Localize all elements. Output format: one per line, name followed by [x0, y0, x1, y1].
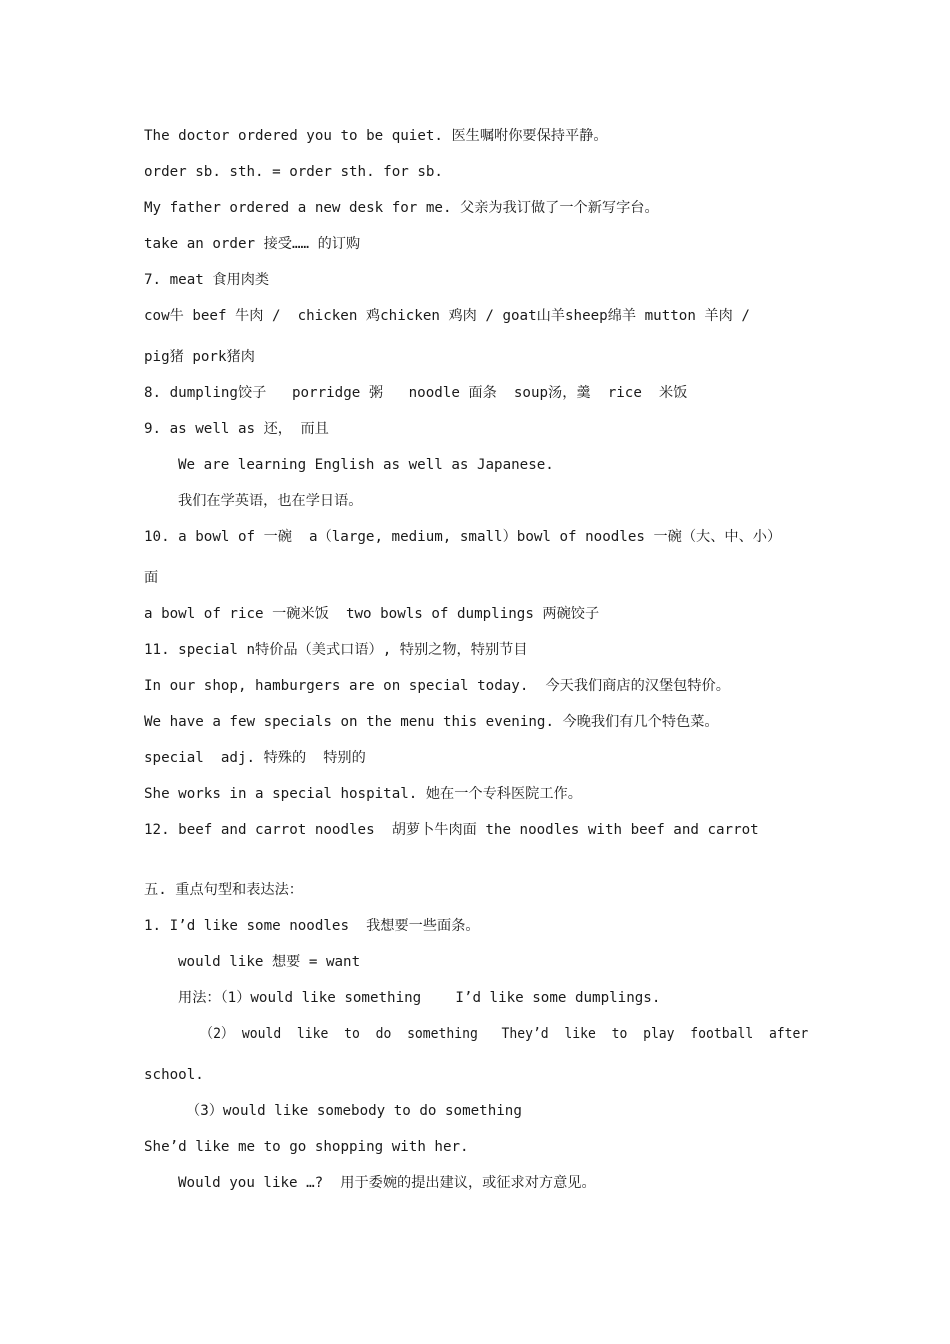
section-heading: 五. 重点句型和表达法：	[144, 882, 303, 898]
text-line: order sb. sth. = order sth. for sb.	[144, 164, 443, 180]
example-sentence: We are learning English as well as Japanese.	[178, 457, 554, 473]
text-line: In our shop, hamburgers are on special today. 今天我们商店的汉堡包特价。	[144, 678, 730, 694]
example-translation: 我们在学英语，也在学日语。	[178, 493, 363, 509]
list-item: 11. special n特价品（美式口语）, 特别之物，特别节目	[144, 642, 528, 658]
text-line: 面	[144, 570, 159, 586]
text-line: cow牛 beef 牛肉 / chicken 鸡chicken 鸡肉 / goat山羊sheep绵羊 mutton 羊肉 /	[144, 308, 750, 324]
text-line: Would you like …? 用于委婉的提出建议，或征求对方意见。	[178, 1175, 596, 1191]
text-line: take an order 接受…… 的订购	[144, 236, 361, 252]
list-item: 9. as well as 还， 而且	[144, 421, 329, 437]
list-item: 7. meat 食用肉类	[144, 272, 270, 288]
text-line: My father ordered a new desk for me. 父亲为我订做了一个新写字台。	[144, 200, 659, 216]
text-line: special adj. 特殊的 特别的	[144, 750, 366, 766]
usage-line: 用法：（1）would like something I’d like some dumplings.	[178, 990, 661, 1006]
text-line: would like 想要 = want	[178, 954, 361, 970]
list-item: 10. a bowl of 一碗 a（large, medium, small）bowl of noodles 一碗（大、中、小）	[144, 529, 782, 545]
list-item: 1. I’d like some noodles 我想要一些面条。	[144, 918, 480, 934]
text-line: school.	[144, 1067, 204, 1083]
text-line: We have a few specials on the menu this evening. 今晚我们有几个特色菜。	[144, 714, 719, 730]
usage-line: （2） would like to do something They’d like to play football after	[200, 1026, 809, 1042]
list-item: 12. beef and carrot noodles 胡萝卜牛肉面 the noodles with beef and carrot	[144, 822, 759, 838]
text-line: She works in a special hospital. 她在一个专科医院工作。	[144, 786, 582, 802]
list-item: 8. dumpling饺子 porridge 粥 noodle 面条 soup汤，羹 rice 米饭	[144, 385, 688, 401]
text-line: pig猪 pork猪肉	[144, 349, 255, 365]
usage-line: （3）would like somebody to do something	[186, 1103, 522, 1119]
text-line: The doctor ordered you to be quiet. 医生嘱咐你要保持平静。	[144, 128, 608, 144]
text-line: a bowl of rice 一碗米饭 two bowls of dumplings 两碗饺子	[144, 606, 600, 622]
text-line: She’d like me to go shopping with her.	[144, 1139, 469, 1155]
